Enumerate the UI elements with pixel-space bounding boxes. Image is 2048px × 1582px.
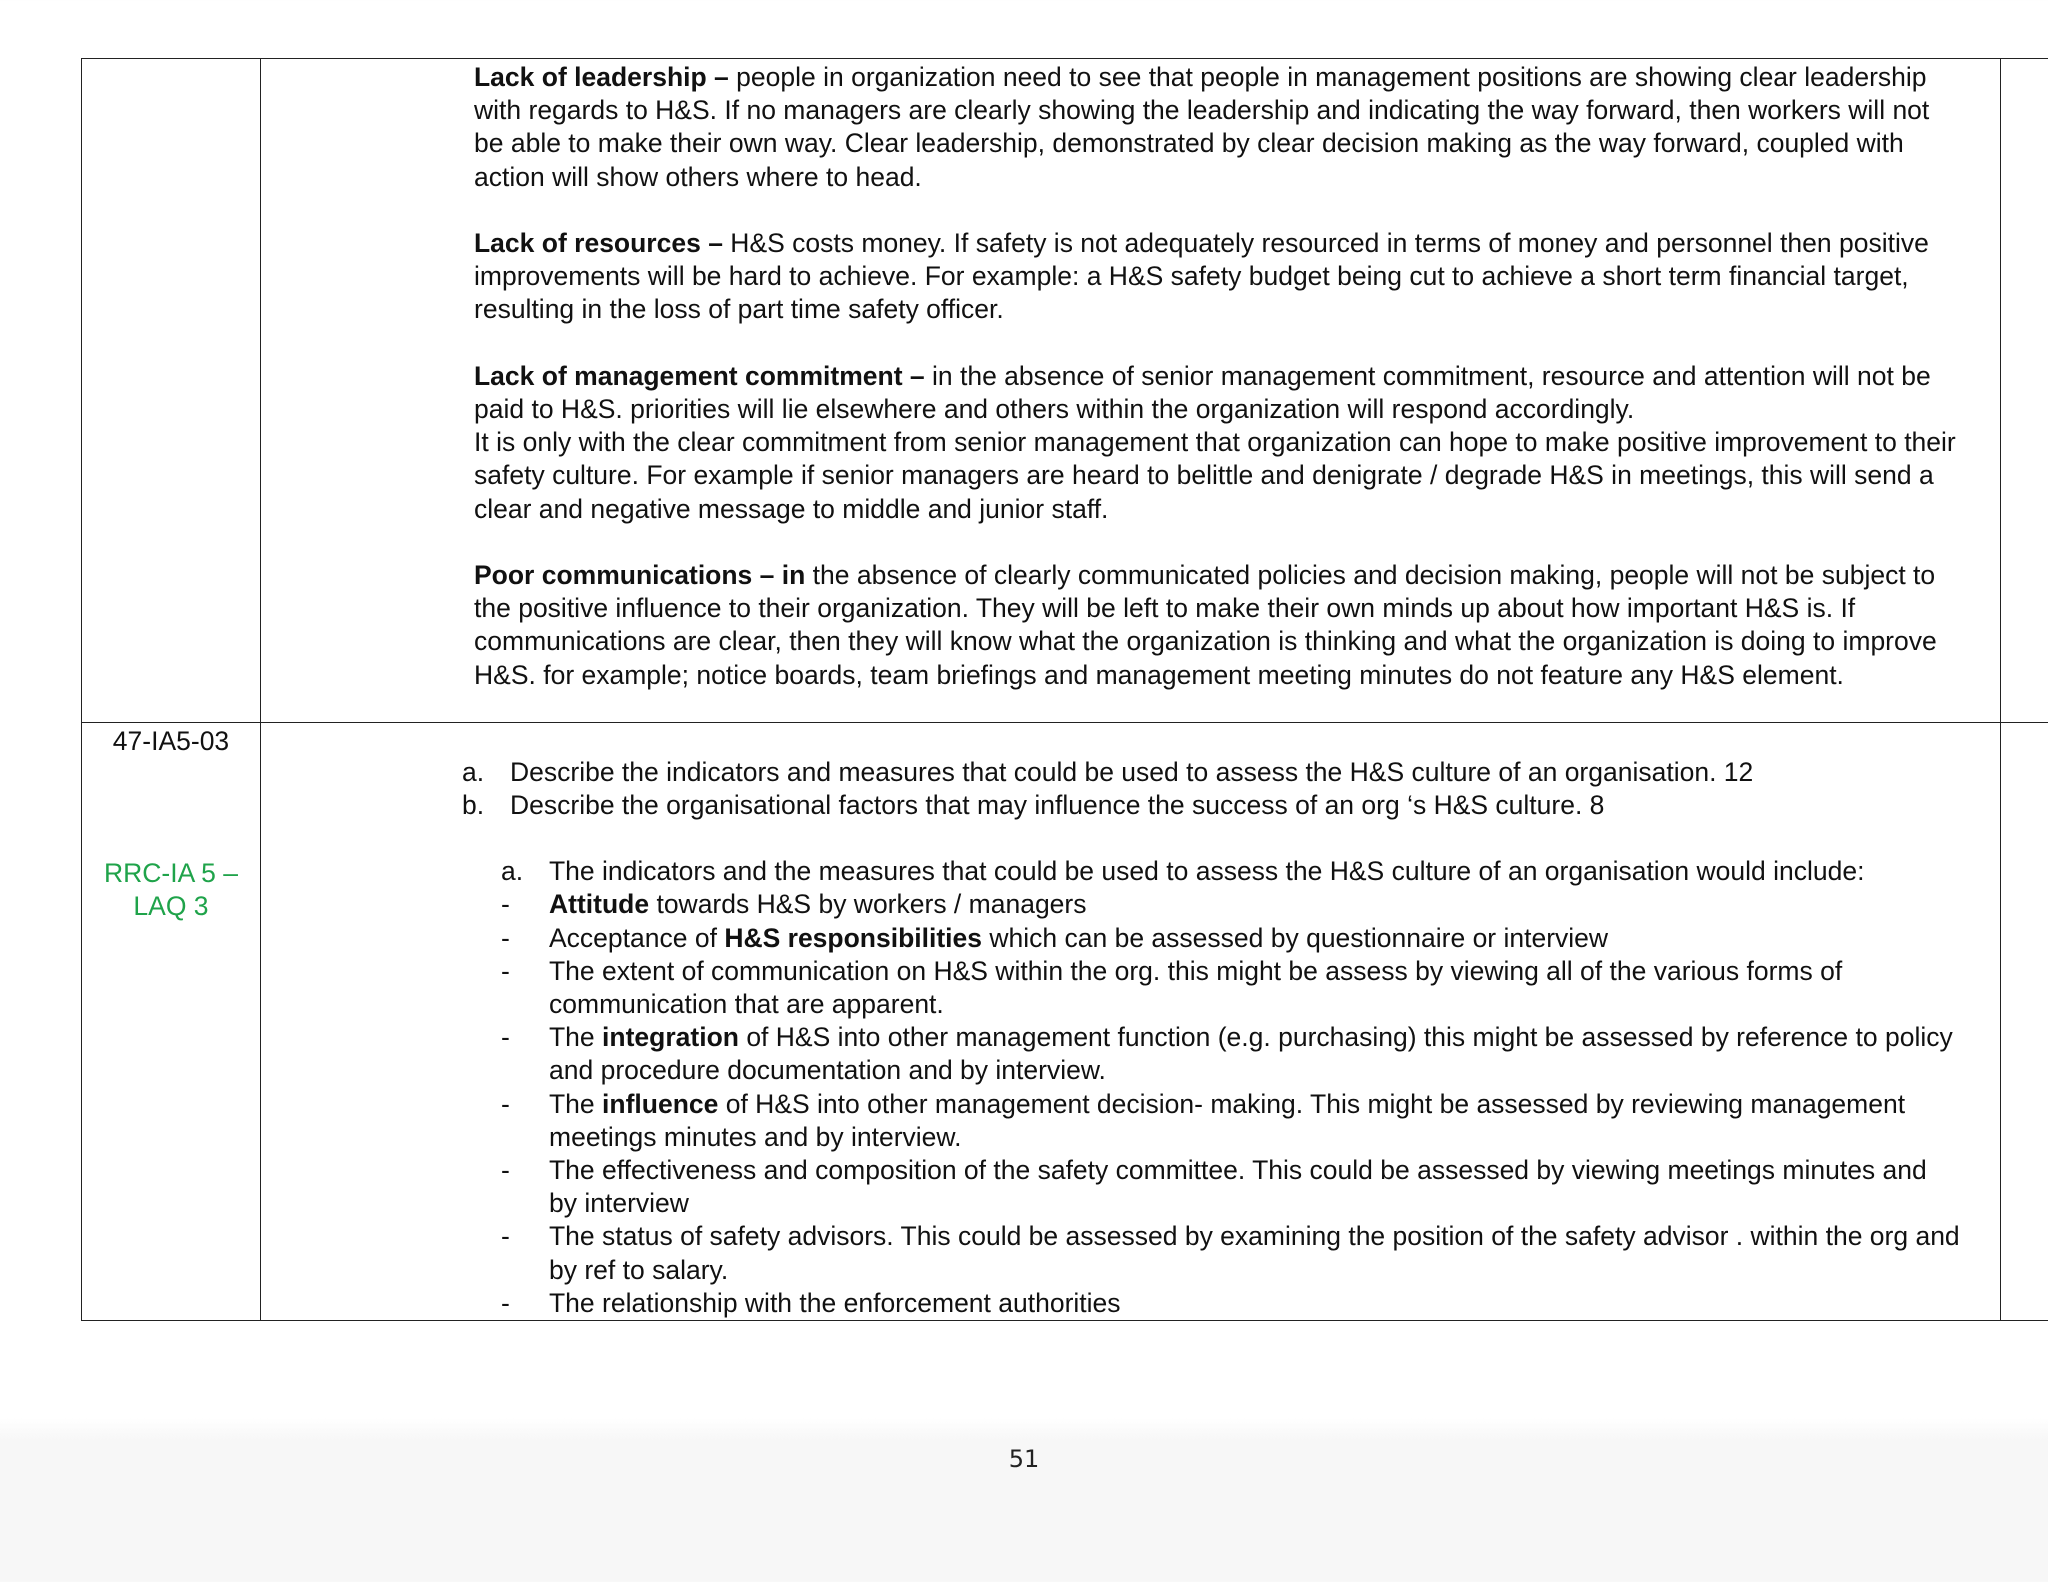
indicator-list [501, 888, 1960, 1320]
question-cell [261, 722, 2001, 1320]
heading-leadership: Lack of leadership – [474, 62, 729, 92]
table-row [82, 722, 2048, 1320]
list-marker: b. [462, 790, 485, 821]
bullet-marker: - [501, 922, 510, 953]
question-list [261, 756, 2000, 822]
list-item: - Acceptance of H&S responsibilities which can be assessed by questionnaire or interview [501, 922, 1960, 955]
bullet-marker: - [501, 1221, 510, 1252]
paragraph-communications [474, 559, 1960, 692]
page-number: 51 [1008, 1445, 1040, 1473]
answer-intro-text: The indicators and the measures that could be used to assess the H&S culture of an organisation would include: [549, 856, 1865, 887]
answer-cell [261, 59, 2001, 723]
bullet-marker: - [501, 1287, 510, 1318]
bullet-marker: - [501, 1088, 510, 1119]
bullet-marker: - [501, 889, 510, 920]
paragraph-text: the absence of clearly communicated policies and decision making, people will not be subject to the positive influence to their organization. They will be left to make their own minds up about how important H&S is. If communications are clear, then they will know what the organization is thinking and what the organization is doing to improve H&S. for example; notice boards, team briefings and management meeting minutes do not feature any H&S element. [474, 560, 1937, 690]
list-item: - The extent of communication on H&S within the org. this might be assess by viewing all of the various forms of communication that are apparent. [501, 955, 1843, 1020]
table-row [82, 59, 2048, 723]
bullet-marker: - [501, 1022, 510, 1053]
list-marker: a. [462, 756, 485, 787]
heading-resources: Lack of resources – [474, 228, 723, 258]
paragraph-leadership [474, 61, 1960, 194]
question-text: Describe the organisational factors that may influence the success of an org ‘s H&S culture. 8 [510, 790, 1605, 821]
list-item: - The status of safety advisors. This could be assessed by examining the position of the safety advisor . within the org and by ref to salary. [501, 1221, 1960, 1285]
paragraph-commitment [474, 360, 1960, 426]
paragraph-text: in the absence of senior management commitment, resource and attention will not be paid to H&S. priorities will lie elsewhere and others within the organization will respond accordingly. [474, 360, 1931, 424]
list-item: - Attitude towards H&S by workers / managers [501, 888, 1960, 921]
list-item [462, 756, 2000, 789]
paragraph-commitment-cont [474, 426, 1960, 526]
reference-line: RRC-IA 5 – [103, 858, 238, 889]
answer-intro [501, 855, 1960, 888]
bullet-marker: - [501, 1155, 510, 1186]
reference-code [82, 857, 260, 923]
marks-cell-empty [2001, 722, 2048, 1320]
paragraph-text: people in organization need to see that people in management positions are showing clear leadership with regards to H&S. If no managers are clearly showing the leadership and indicating the way forward, then workers will not be able to make their own way. Clear leadership, demonstrated by clear decision making as the way forward, coupled with action will show others where to head. [474, 62, 1930, 192]
content-table [81, 58, 2048, 1321]
reference-line: LAQ 3 [133, 891, 209, 922]
id-cell-empty [82, 59, 261, 723]
list-item [462, 789, 2000, 822]
list-marker: a. [501, 856, 524, 887]
marks-cell-empty [2001, 59, 2048, 723]
id-cell [82, 722, 261, 1320]
heading-commitment: Lack of management commitment – [474, 360, 925, 391]
bullet-marker: - [501, 955, 510, 986]
list-item: - The integration of H&S into other management function (e.g. purchasing) this might be assessed by reference to policy and procedure documentation and by interview. [501, 1022, 1953, 1086]
heading-communications: Poor communications – in [474, 560, 806, 590]
paragraph-resources [474, 227, 1960, 327]
list-item: - The influence of H&S into other management decision- making. This might be assessed by reviewing management meetings minutes and by interview. [501, 1088, 1906, 1152]
paragraph-text: H&S costs money. If safety is not adequately resourced in terms of money and personnel then positive improvements will be hard to achieve. For example: a H&S safety budget being cut to achieve a short term financial target, resulting in the loss of part time safety officer. [474, 228, 1929, 325]
question-text: Describe the indicators and measures that could be used to assess the H&S culture of an organisation. 12 [510, 756, 1754, 787]
paragraph-text: It is only with the clear commitment from senior management that organization can hope to make positive improvement to their safety culture. For example if senior managers are heard to belittle and denigrate / degrade H&S in meetings, this will send a clear and negative message to middle and junior staff. [474, 427, 1956, 524]
question-id: 47-IA5-03 [112, 725, 230, 756]
list-item: - The effectiveness and composition of the safety committee. This could be assessed by viewing meetings minutes and by interview [501, 1155, 1927, 1219]
list-item: - The relationship with the enforcement authorities [501, 1287, 1960, 1320]
